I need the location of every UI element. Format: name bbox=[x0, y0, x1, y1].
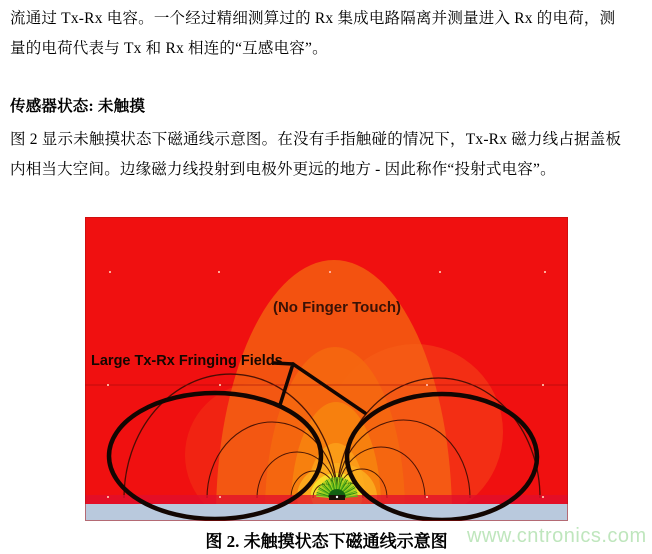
field-simulation-image bbox=[85, 217, 568, 521]
text-line: 量的电荷代表与 Tx 和 Rx 相连的“互感电容”。 bbox=[10, 39, 328, 57]
section-heading: 传感器状态: 未触摸 bbox=[10, 98, 146, 115]
figure-2 bbox=[85, 217, 568, 521]
fringing-fields-label: Large Tx-Rx Fringing Fields bbox=[91, 353, 283, 369]
substrate-bar bbox=[85, 504, 568, 521]
text-line: 内相当大空间。边缘磁力线投射到电极外更远的地方 - 因此称作“投射式电容”。 bbox=[10, 161, 556, 178]
no-finger-touch-label: (No Finger Touch) bbox=[272, 299, 402, 316]
text-line: 图 2 显示未触摸状态下磁通线示意图。在没有手指触碰的情况下，Tx-Rx 磁力线占据盖板 bbox=[10, 131, 622, 148]
electrode-dot bbox=[336, 496, 338, 498]
paragraph-2 bbox=[10, 125, 650, 185]
figure-caption: 图 2. 未触摸状态下磁通线示意图 bbox=[205, 532, 448, 551]
watermark: www.cntronics.com bbox=[467, 525, 647, 547]
text-line: 流通过 Tx-Rx 电容。一个经过精细测算过的 Rx 集成电路隔离并测量进入 Rx 的电荷，测 bbox=[10, 10, 616, 27]
paragraph-1 bbox=[10, 4, 650, 63]
